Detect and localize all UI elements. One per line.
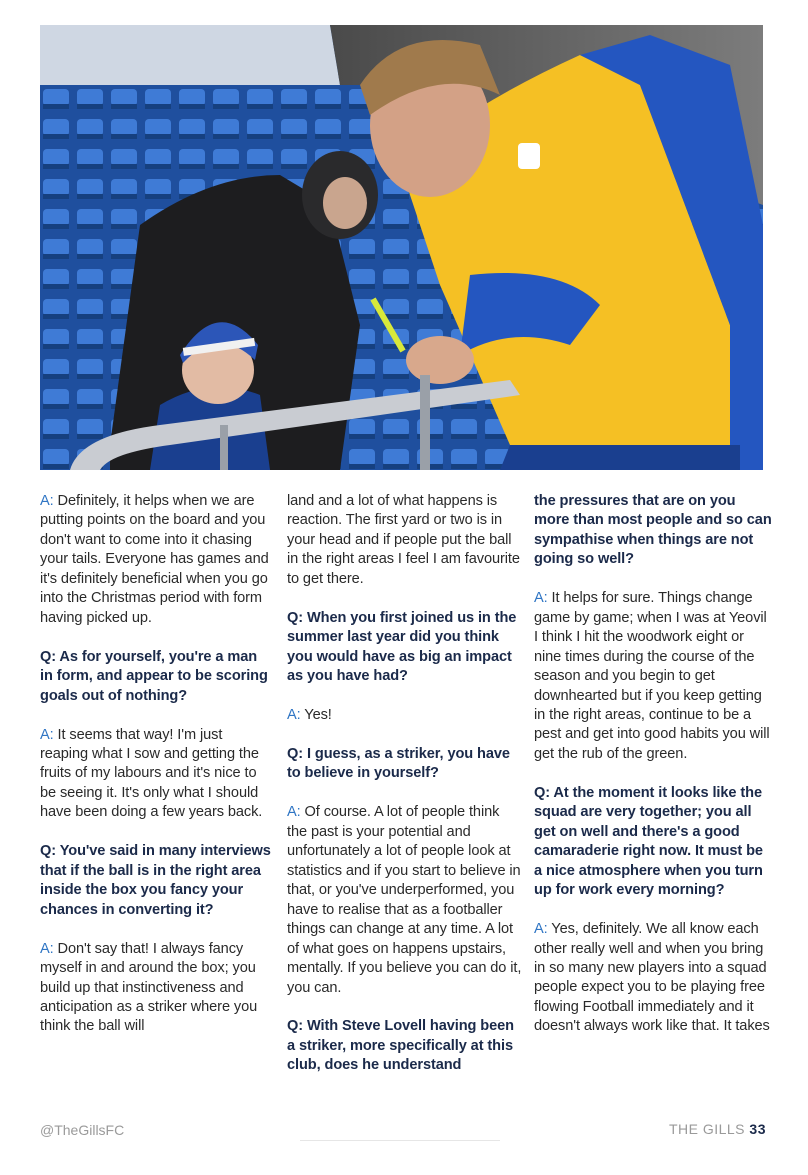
answer-text: Don't say that! I always fancy myself in and around the box; you build up that instinctiveness and anticipation as a striker where you think the ball will	[40, 940, 258, 1035]
answer-marker: A:	[40, 940, 54, 957]
magazine-name: THE GILLS	[668, 1121, 746, 1137]
column-2	[287, 492, 522, 1095]
answer-text: Definitely, it helps when we are putting points on the board and you don't want to come into it chasing your tails. Everyone has games and it's definitely beneficial when you go into the Christmas period with form having picked up.	[40, 493, 269, 626]
answer-marker: A:	[534, 921, 548, 938]
question-paragraph: Q: You've said in many interviews that if the ball is in the right area inside the box you fancy your chances in converting it?	[40, 843, 271, 918]
answer-marker: A:	[287, 804, 301, 821]
column-1	[40, 492, 272, 1056]
question-paragraph: Q: When you first joined us in the summer last year did you think you would have as big an impact as you have had?	[287, 609, 517, 685]
question-paragraph: Q: I guess, as a striker, you have to believe in yourself?	[287, 746, 510, 782]
question-paragraph: Q: With Steve Lovell having been a striker, more specifically at this club, does he understand	[287, 1018, 514, 1074]
answer-paragraph	[534, 920, 774, 1037]
answer-paragraph	[40, 726, 272, 823]
column-3	[534, 492, 774, 1056]
question-paragraph: Q: As for yourself, you're a man in form, and appear to be scoring goals out of nothing?	[40, 648, 268, 704]
answer-paragraph	[287, 706, 522, 725]
answer-marker: A:	[40, 493, 54, 509]
scan-artifact-divider	[300, 1140, 500, 1141]
answer-marker: A:	[40, 726, 54, 743]
answer-paragraph	[40, 940, 272, 1037]
answer-continuation: land and a lot of what happens is reaction. The first yard or two is in your head and if people put the ball in the right areas I feel I am favourite to get there.	[287, 493, 520, 587]
player-signing-autograph-image	[40, 25, 763, 470]
answer-paragraph	[534, 589, 774, 764]
answer-text: Yes, definitely. We all know each other really well and when you bring in so many new players into a squad people expect you to be playing free flowing Football immediately and it doesn't always work like that. It takes	[534, 921, 770, 1035]
page-footer	[669, 1121, 766, 1137]
answer-paragraph	[40, 492, 272, 628]
answer-text: Of course. A lot of people think the past is your potential and unfortunately a lot of people look at statistics and if you start to believe in that, or you've underperformed, you have to realise that as a footballer things can change at any time. A lot of what goes on happens upstairs, mentally. If you believe you can do it, you can.	[287, 804, 522, 996]
answer-marker: A:	[287, 707, 301, 724]
answer-text: It seems that way! I'm just reaping what I sow and getting the fruits of my labours and it's nice to be seeing it. It's only what I should have been doing a few years back.	[40, 726, 263, 821]
answer-marker: A:	[534, 590, 548, 607]
question-continuation: the pressures that are on you more than most people and so can sympathise when things are not going so well?	[534, 493, 772, 568]
page-number: 33	[749, 1121, 766, 1137]
feature-photo	[40, 25, 763, 470]
answer-text: It helps for sure. Things change game by game; when I was at Yeovil I think I hit the woodwork eight or nine times during the course of the season and you begin to get downhearted but if you keep getting in the right areas, continue to be a pest and get into good habits you will get the rub of the green.	[534, 590, 770, 762]
question-paragraph: Q: At the moment it looks like the squad are very together; you all get on well and there's a good camaraderie right now. It must be a nice atmosphere when you turn up for work every morning?	[534, 784, 763, 899]
twitter-handle: @TheGillsFC	[40, 1122, 125, 1138]
answer-paragraph	[287, 803, 522, 998]
article-body	[40, 492, 775, 1100]
answer-text: Yes!	[300, 707, 332, 724]
